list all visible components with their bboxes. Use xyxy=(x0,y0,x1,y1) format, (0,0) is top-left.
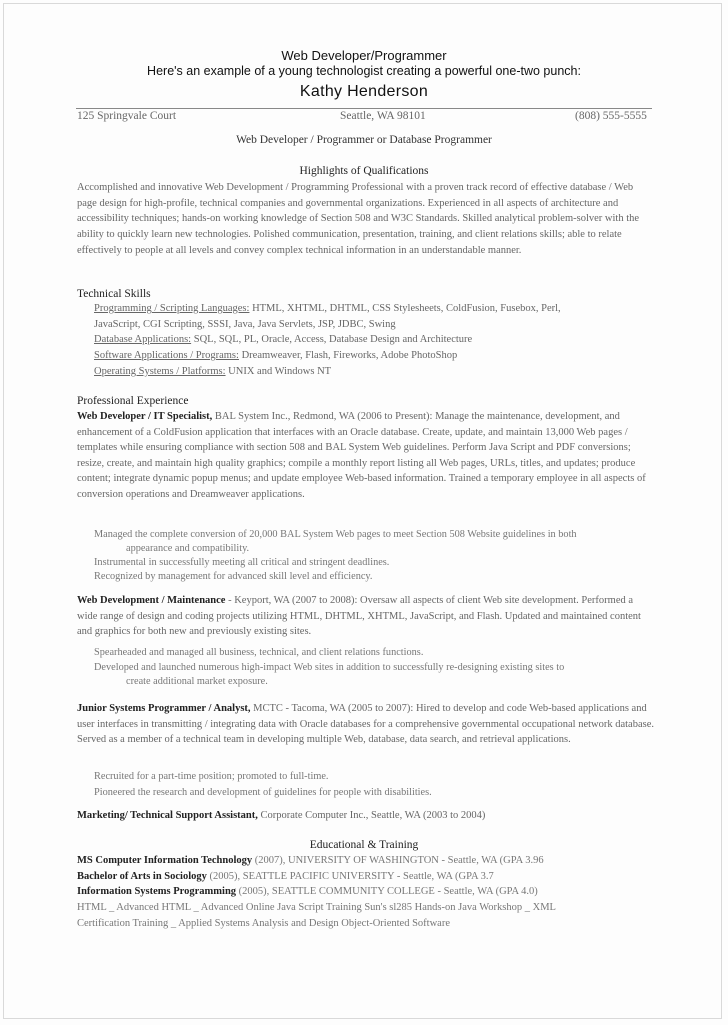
page-subtitle: Here's an example of a young technologist creating a powerful one-two punch: xyxy=(147,64,581,78)
experience-heading: Professional Experience xyxy=(77,395,189,407)
contact-city: Seattle, WA 98101 xyxy=(340,110,426,122)
list-item: Pioneered the research and development of guidelines for people with disabilities. xyxy=(94,787,432,798)
candidate-name: Kathy Henderson xyxy=(299,83,429,100)
education-heading: Educational & Training xyxy=(309,839,419,851)
contact-address: 125 Springvale Court xyxy=(77,110,177,122)
objective-line: Web Developer / Programmer or Database Programmer xyxy=(236,134,492,146)
skills-heading: Technical Skills xyxy=(77,288,151,300)
skill-line: Software Applications / Programs: Dreamweaver, Flash, Fireworks, Adobe PhotoShop xyxy=(94,350,458,361)
list-item: Instrumental in successfully meeting all critical and stringent deadlines. xyxy=(94,557,390,568)
skill-line: JavaScript, CGI Scripting, SSSI, Java, Java Servlets, JSP, JDBC, Swing xyxy=(94,319,396,330)
education-entry: Certification Training _ Applied Systems Analysis and Design Object-Oriented Software xyxy=(77,918,450,929)
list-item: Recognized by management for advanced skill level and efficiency. xyxy=(94,571,373,582)
highlights-heading: Highlights of Qualifications xyxy=(299,165,429,177)
list-item: Developed and launched numerous high-impact Web sites in addition to successfully re-designing existing sites to create additional market exposure. xyxy=(94,662,565,687)
list-item: Recruited for a part-time position; promoted to full-time. xyxy=(94,771,329,782)
education-entry: Information Systems Programming (2005), SEATTLE COMMUNITY COLLEGE - Seattle, WA (GPA 4.0) xyxy=(77,886,538,897)
page-border xyxy=(3,3,722,1019)
job-entry: Marketing/ Technical Support Assistant, Corporate Computer Inc., Seattle, WA (2003 to 2004) xyxy=(77,810,486,821)
skill-line: Operating Systems / Platforms: UNIX and Windows NT xyxy=(94,366,332,377)
header-rule xyxy=(76,108,652,109)
highlights-body: Accomplished and innovative Web Development / Programming Professional with a proven track record of effective database / Web page design for high-profile, technical companies and governmental organizations. Experienced in all aspects of architecture and accessibility techniques; hands-on working knowledge of Section 508 and W3C Standards. Skilled analytical problem-solver with the ability to quickly learn new technologies. Polished communication, presentation, training, and client relations skills; able to relate effectively to people at all levels and convey complex technical information in an understandable manner. xyxy=(77,182,640,256)
job-entry: Web Developer / IT Specialist, BAL System Inc., Redmond, WA (2006 to Present): Manage the maintenance, development, and enhancement of a ColdFusion application that interfaces with an Oracle database. Create, update, and maintain 13,000 Web pages / templates while ensuring compliance with section 508 and BAL System Web guidelines. Perform Java Script and PDF conversions; resize, create, and maintain high quality graphics; compile a monthly report listing all Web pages, URLs, titles, and updates; produce content; integrate dynamic popup menus; and update employee Web-based information. Trained a temporary employee in all aspects of conversion operations and Dreamweaver applications. xyxy=(77,411,646,500)
list-item: Spearheaded and managed all business, technical, and client relations functions. xyxy=(94,647,424,658)
education-entry: MS Computer Information Technology (2007), UNIVERSITY OF WASHINGTON - Seattle, WA (GPA 3.96 xyxy=(77,855,544,866)
job-entry: Junior Systems Programmer / Analyst, MCTC - Tacoma, WA (2005 to 2007): Hired to develop and code Web-based applications and user interfaces in transmitting / integrating data with Oracle databases for a comprehensive governmental occupational network database. Served as a member of a technical team in developing multiple Web, database, data search, and retrieval applications. xyxy=(77,703,654,746)
education-entry: HTML _ Advanced HTML _ Advanced Online Java Script Training Sun's sl285 Hands-on Java Workshop _ XML xyxy=(77,902,556,913)
contact-phone: (808) 555-5555 xyxy=(575,110,647,122)
page-title: Web Developer/Programmer xyxy=(281,48,447,63)
education-entry: Bachelor of Arts in Sociology (2005), SEATTLE PACIFIC UNIVERSITY - Seattle, WA (GPA 3.7 xyxy=(77,871,494,882)
skill-line: Programming / Scripting Languages: HTML, XHTML, DHTML, CSS Stylesheets, ColdFusion, Fusebox, Perl, xyxy=(94,303,561,314)
list-item: Managed the complete conversion of 20,000 BAL System Web pages to meet Section 508 Website guidelines in both appearance and compatibility. xyxy=(94,529,577,554)
job-entry: Web Development / Maintenance - Keyport, WA (2007 to 2008): Oversaw all aspects of client Web site development. Performed a wide range of design and coding projects utilizing HTML, DHTML, XHTML, JavaScript, and Flash. Updated and maintained content and graphics for both new and previously existing sites. xyxy=(77,595,641,638)
skill-line: Database Applications: SQL, SQL, PL, Oracle, Access, Database Design and Architecture xyxy=(94,334,473,345)
